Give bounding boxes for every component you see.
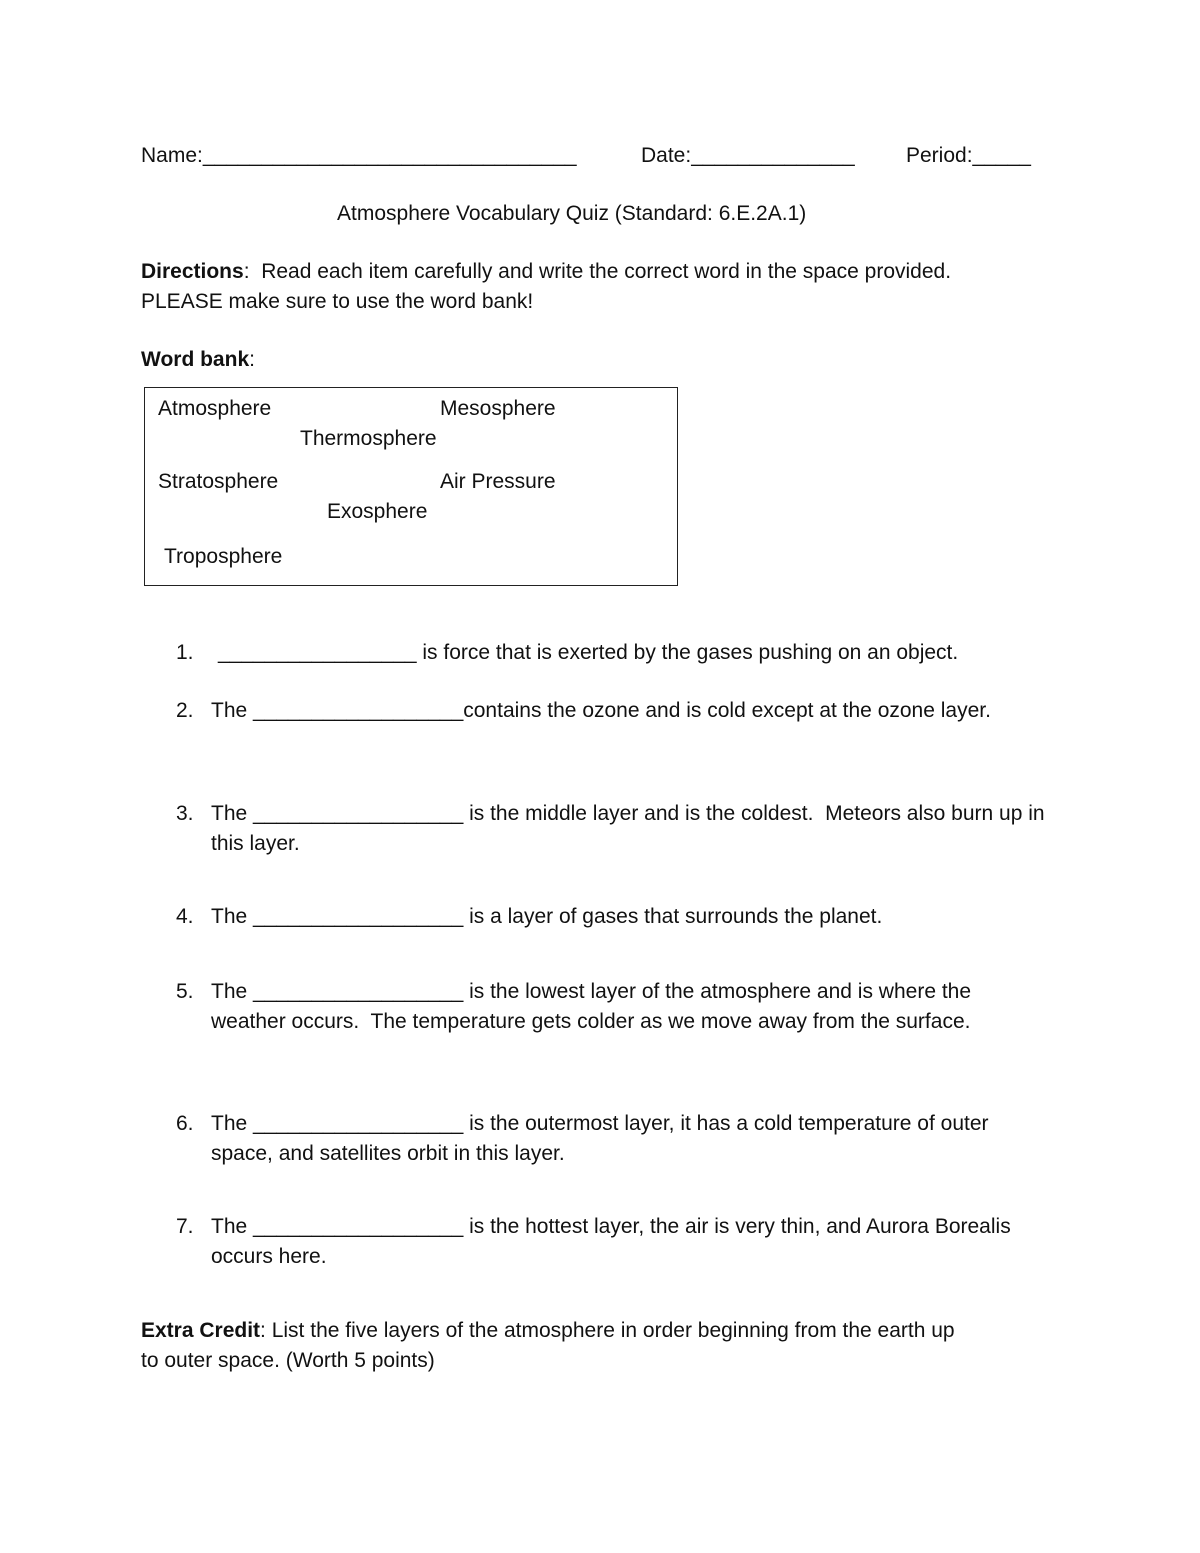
page-title: Atmosphere Vocabulary Quiz (Standard: 6.E.2A.1)	[337, 202, 807, 225]
word-air-pressure: Air Pressure	[440, 470, 556, 493]
question-4-text: The __________________ is a layer of gases that surrounds the planet.	[211, 905, 883, 928]
date-field: Date:______________	[641, 144, 855, 167]
word-exosphere: Exosphere	[327, 500, 428, 523]
question-1-number: 1.	[176, 641, 194, 664]
question-2-number: 2.	[176, 699, 194, 722]
word-stratosphere: Stratosphere	[158, 470, 279, 493]
word-troposphere: Troposphere	[164, 545, 283, 568]
question-3-number: 3.	[176, 802, 194, 825]
question-4-number: 4.	[176, 905, 194, 928]
word-mesosphere: Mesosphere	[440, 397, 556, 420]
question-7-text: The __________________ is the hottest layer, the air is very thin, and Aurora Borealis occurs here.	[211, 1215, 1017, 1268]
directions-line-1	[141, 257, 951, 287]
directions-text-1: : Read each item carefully and write the correct word in the space provided.	[243, 260, 952, 283]
word-bank-heading	[141, 345, 255, 375]
word-bank-colon: :	[249, 348, 255, 371]
extra-credit-text-1: : List the five layers of the atmosphere in order beginning from the earth up	[260, 1319, 955, 1342]
name-field: Name:________________________________	[141, 144, 577, 167]
question-6-text: The __________________ is the outermost layer, it has a cold temperature of outer space, and satellites orbit in this layer.	[211, 1112, 995, 1165]
question-2-text: The __________________contains the ozone and is cold except at the ozone layer.	[211, 699, 991, 722]
question-5-number: 5.	[176, 980, 194, 1003]
extra-credit-label: Extra Credit	[141, 1319, 261, 1342]
word-atmosphere: Atmosphere	[158, 397, 272, 420]
extra-credit-text-2: to outer space. (Worth 5 points)	[141, 1349, 435, 1372]
directions-label: Directions	[141, 260, 244, 283]
question-5-text: The __________________ is the lowest layer of the atmosphere and is where the weather occurs. The temperature gets colder as we move away from the surface.	[211, 980, 977, 1033]
extra-credit-line-1	[141, 1316, 955, 1346]
period-field: Period:_____	[906, 144, 1031, 167]
question-3-text: The __________________ is the middle layer and is the coldest. Meteors also burn up in this layer.	[211, 802, 1051, 855]
question-1-text: _________________ is force that is exerted by the gases pushing on an object.	[218, 641, 959, 664]
question-6-number: 6.	[176, 1112, 194, 1135]
word-bank-label: Word bank	[141, 348, 250, 371]
question-7-number: 7.	[176, 1215, 194, 1238]
word-thermosphere: Thermosphere	[300, 427, 437, 450]
directions-text-2: PLEASE make sure to use the word bank!	[141, 290, 534, 313]
